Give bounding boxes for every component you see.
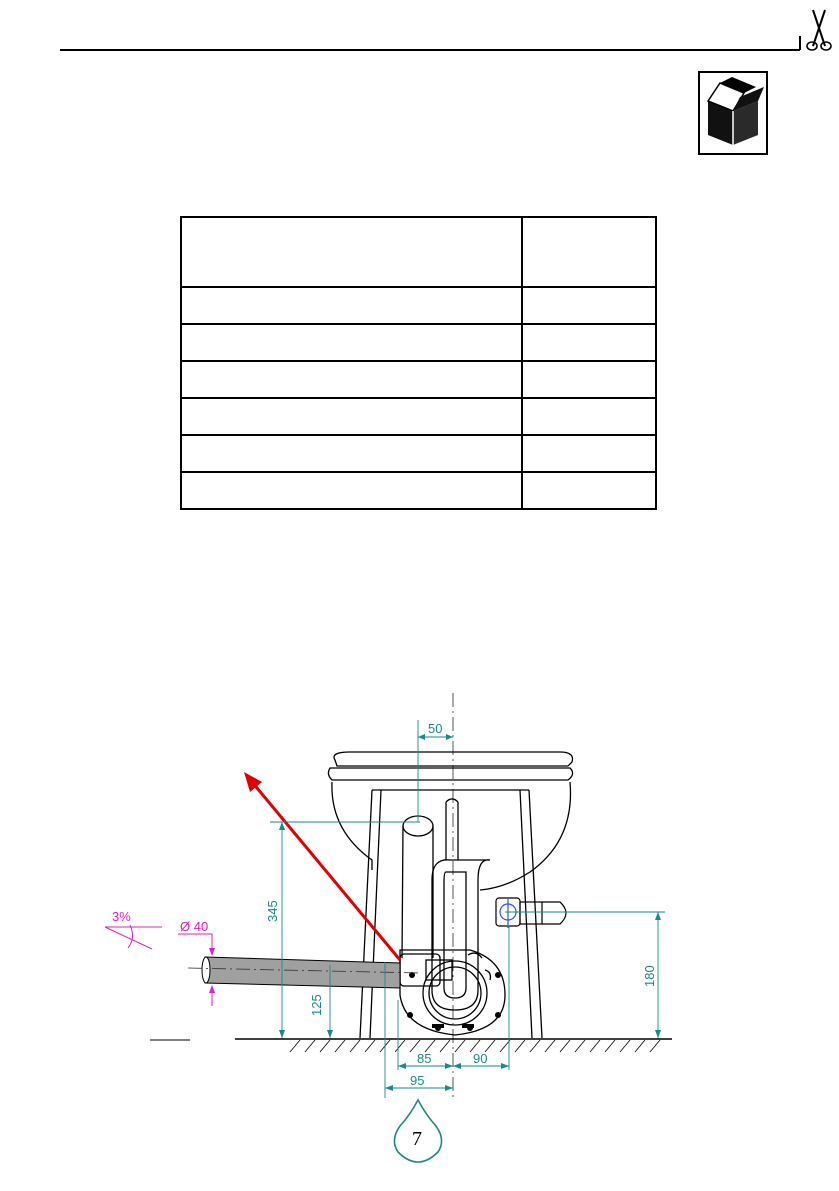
- dim-50: 50: [428, 721, 443, 736]
- open-box-icon: [698, 71, 768, 155]
- table-header-cell: [522, 217, 656, 287]
- dim-180: 180: [642, 965, 657, 987]
- table-row: [181, 435, 656, 472]
- toilet-seat: [328, 752, 572, 780]
- pipe-annotations: [105, 925, 212, 1006]
- installation-drawing: [0, 690, 839, 1170]
- table-cell: [522, 287, 656, 324]
- floor: [150, 1039, 672, 1052]
- scissors-icon: [807, 10, 831, 50]
- direction-arrow: [244, 772, 400, 960]
- dim-125: 125: [309, 994, 324, 1016]
- table-cell: [522, 324, 656, 361]
- parts-table: [180, 216, 657, 510]
- table-row: [181, 324, 656, 361]
- table-row: [181, 287, 656, 324]
- dim-345: 345: [265, 900, 280, 922]
- table-header-cell: [181, 217, 522, 287]
- table-cell: [181, 435, 522, 472]
- cut-line: [60, 6, 835, 52]
- table-cell: [522, 398, 656, 435]
- table-cell: [522, 361, 656, 398]
- table-cell: [181, 472, 522, 509]
- page-number: 7: [412, 1128, 422, 1150]
- valve: [496, 898, 566, 928]
- dim-90: 90: [473, 1051, 488, 1066]
- table-cell: [181, 398, 522, 435]
- slope-label: 3%: [112, 909, 131, 924]
- table-row: [181, 398, 656, 435]
- dim-95: 95: [410, 1073, 425, 1088]
- table-header-row: [181, 217, 656, 287]
- table-cell: [181, 361, 522, 398]
- table-cell: [522, 472, 656, 509]
- table-cell: [181, 324, 522, 361]
- dim-85: 85: [417, 1051, 432, 1066]
- frame-stand: [360, 790, 542, 1038]
- table-cell: [181, 287, 522, 324]
- table-row: [181, 361, 656, 398]
- table-row: [181, 472, 656, 509]
- diameter-label: Ø 40: [180, 919, 209, 934]
- table-cell: [522, 435, 656, 472]
